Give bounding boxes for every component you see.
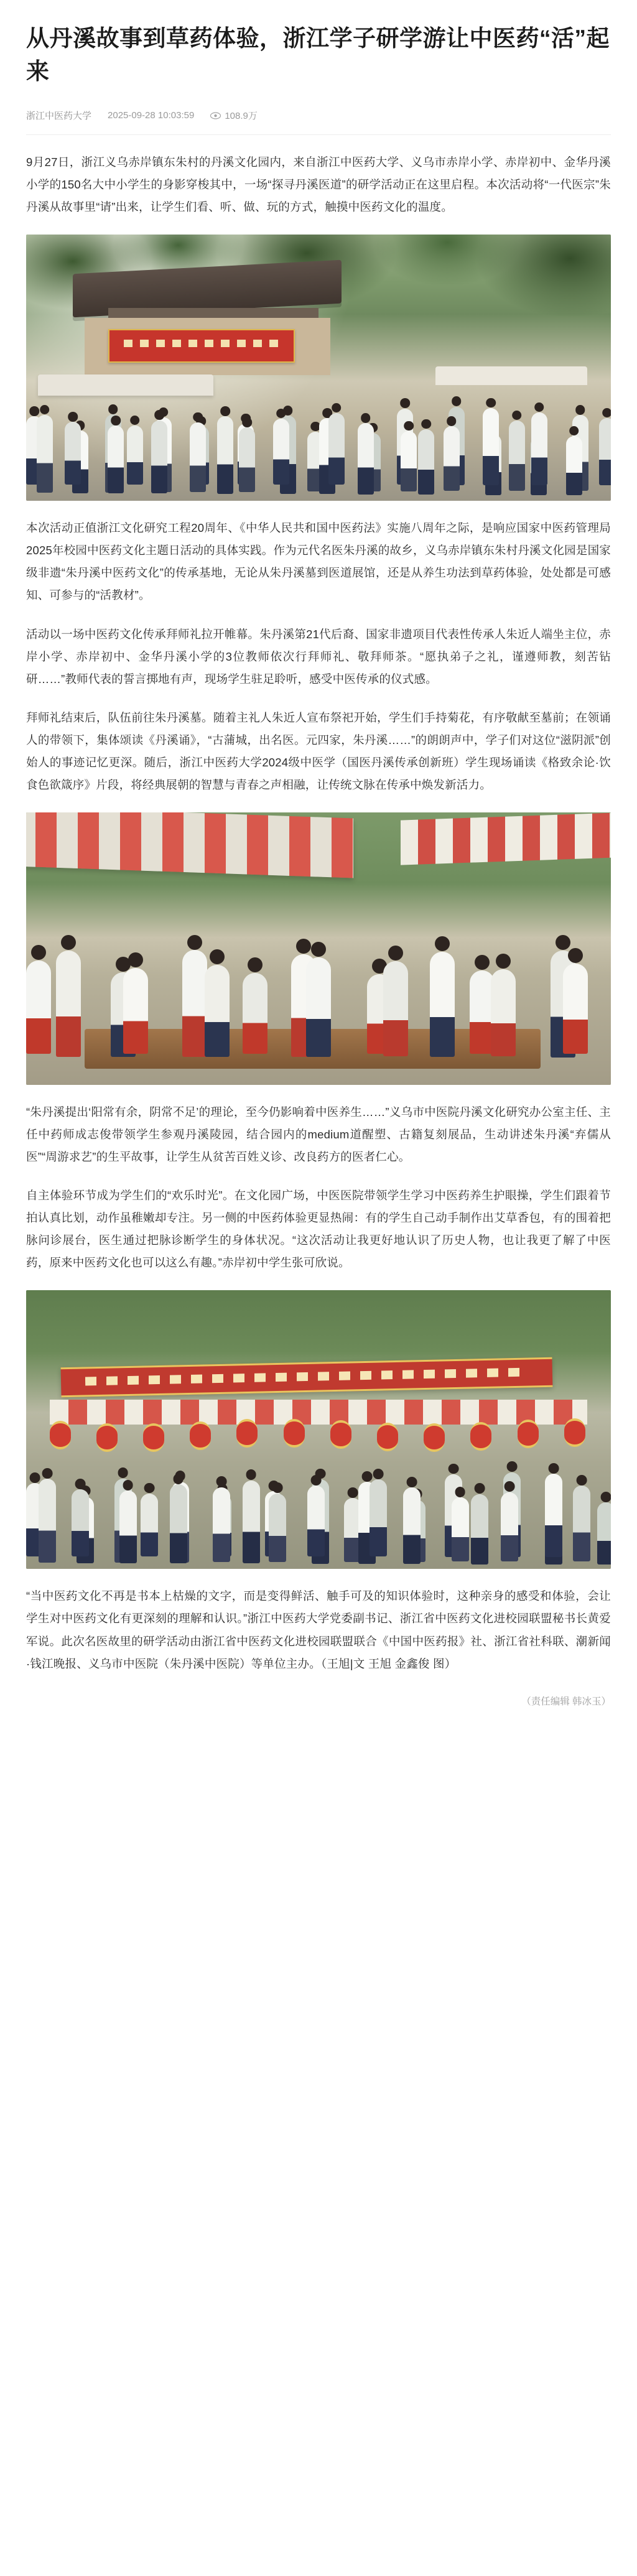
view-count-value: 108.9万 xyxy=(225,111,258,122)
photo-students-at-herb-stall xyxy=(26,812,611,1085)
photo-herb-market-banner xyxy=(26,1290,611,1569)
article-page xyxy=(0,22,637,2576)
page-title: 从丹溪故事到草药体验，浙江学子研学游让中医药“活”起来 xyxy=(26,26,610,84)
paragraph-5: “朱丹溪提出‘阳常有余，阴常不足’的理论，至今仍影响着中医养生……”义乌市中医院丹溪文化研究办公室主任、主任中药师成志俊带领学生参观丹溪陵园，结合园内的medium道醒塑、古籍复刻展品，生动讲述朱丹溪“弃儒从医”“周游求艺”的生平故事，让学生从贫苦百姓义诊、改良药方的医者仁心。 xyxy=(26,1105,611,1164)
eye-icon xyxy=(210,112,221,119)
view-count xyxy=(210,109,258,122)
photo-temple-courtyard-crowd xyxy=(26,235,611,501)
paragraph-3: 活动以一场中医药文化传承拜师礼拉开帷幕。朱丹溪第21代后裔、国家非遗项目代表性传承人朱近人端坐主位，赤岸小学、赤岸初中、金华丹溪小学的3位教师依次行拜师礼、敬拜师茶。“愿执弟子之礼，谨遵师教，刻苦钻研……”教师代表的誓言掷地有声，现场学生驻足聆听，感受中医传承的仪式感。 xyxy=(26,627,611,686)
paragraph-2: 本次活动正值浙江文化研究工程20周年、《中华人民共和国中医药法》实施八周年之际，是响应国家中医药管理局2025年校园中医药文化主题日活动的具体实践。作为元代名医朱丹溪的故乡，义乌赤岸镇东朱村丹溪文化园是国家级非遗“朱丹溪中医药文化”的传承基地，无论从朱丹溪墓到医道展馆，还是从养生功法到草药体验，处处都是可感知、可参与的“活教材”。 xyxy=(26,521,611,602)
article-source: 浙江中医药大学 xyxy=(26,111,92,122)
paragraph-6: 自主体验环节成为学生们的“欢乐时光”。在文化园广场，中医医院带领学生学习中医药养生护眼操，学生们跟着节拍认真比划，动作虽稚嫩却专注。另一侧的中医药体验更显热闹：有的学生自己动手制作出艾草香包，有的围着把脉问诊展台，医生通过把脉诊断学生的身体状况。“这次活动让我更好地认识了历史人物，也让我更了解了中医药，原来中医药文化也可以这么有趣。”赤岸初中学生张可欣说。 xyxy=(26,1189,611,1270)
paragraph-1: 9月27日，浙江义乌赤岸镇东朱村的丹溪文化园内，来自浙江中医药大学、义乌市赤岸小学、赤岸初中、金华丹溪小学的150名大中小学生的身影穿梭其中，一场“探寻丹溪医道”的研学活动正在这里启程。本次活动将“一代医宗”朱丹溪从故事里“请”出来，让学生们看、听、做、玩的方式，触摸中医药文化的温度。 xyxy=(26,156,611,214)
article-timestamp: 2025-09-28 10:03:59 xyxy=(108,110,195,121)
editor-credit: （责任编辑 韩冰玉） xyxy=(521,1696,611,1707)
header-divider xyxy=(26,134,611,135)
paragraph-7: “当中医药文化不再是书本上枯燥的文字，而是变得鲜活、触手可及的知识体验时，这种亲身的感受和体验，会让学生对中医药文化有更深刻的理解和认识。”浙江中医药大学党委副书记、浙江省中医药文化进校园联盟秘书长黄爱军说。此次名医故里的研学活动由浙江省中医药文化进校园联盟联合《中国中医药报》社、浙江省社科联、潮新闻·钱江晚报、义乌市中医院（朱丹溪中医院）等单位主办。（王旭|文 王旭 金鑫俊 图） xyxy=(26,1589,611,1670)
paragraph-4: 拜师礼结束后，队伍前往朱丹溪墓。随着主礼人朱近人宣布祭祀开始，学生们手持菊花，有序敬献至墓前；在领诵人的带领下，集体颂读《丹溪诵》，“古蒲城，出名医。元四家，朱丹溪……”的朗朗声中，学子们对这位“滋阴派”创始人的事迹记忆更深。随后，浙江中医药大学2024级中医学（国医丹溪传承创新班）学生现场诵读《格致余论·饮食色欲箴序》片段，将经典展朝的智慧与青春之声相融，让传统文脉在传承中焕发新活力。 xyxy=(26,710,611,791)
article-meta xyxy=(26,109,611,122)
